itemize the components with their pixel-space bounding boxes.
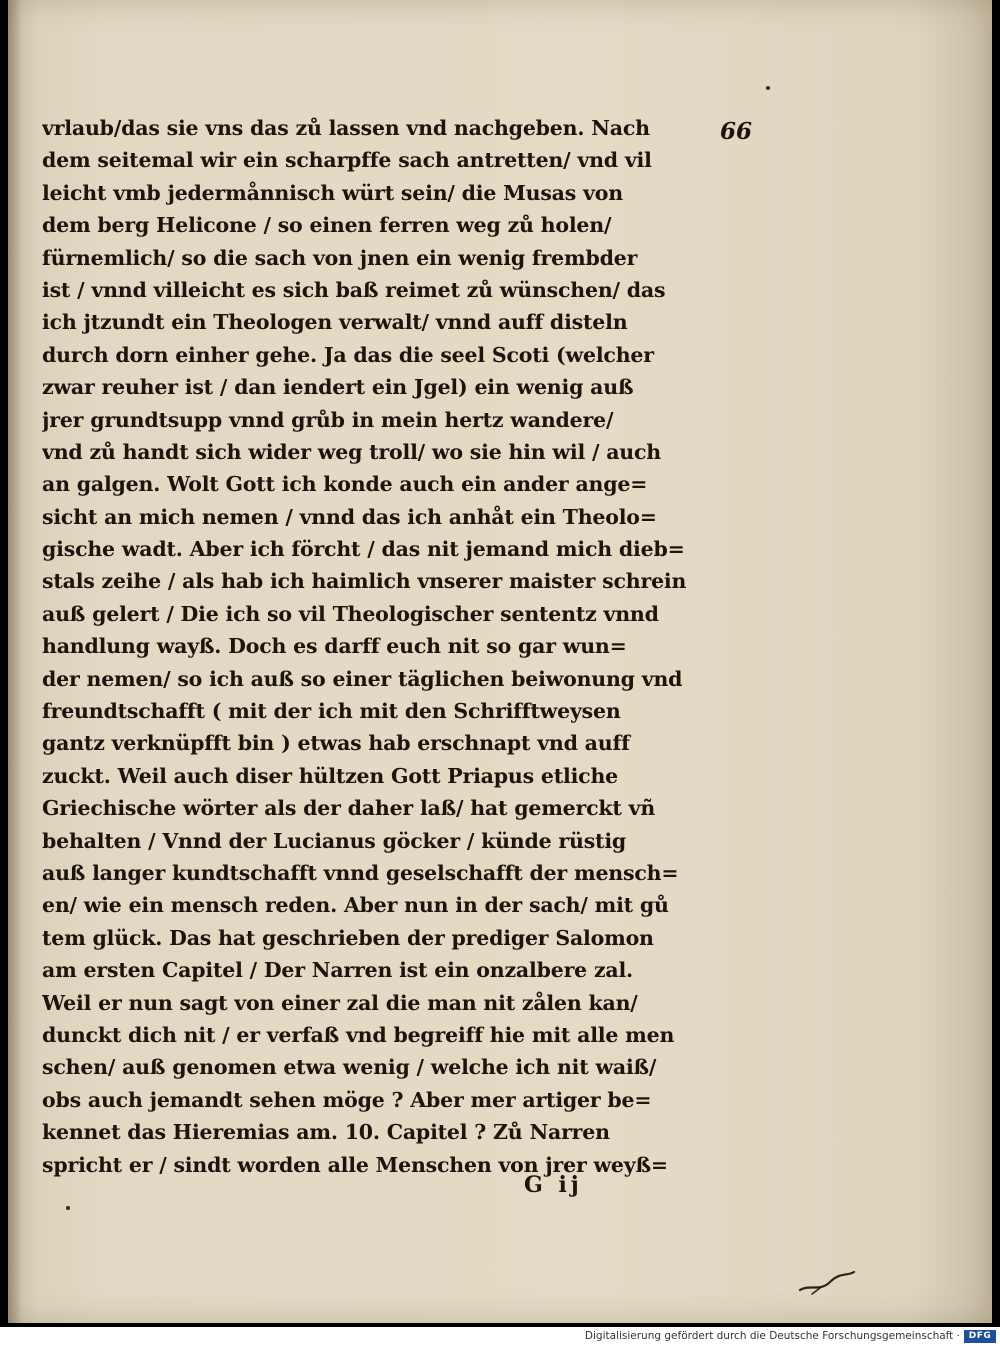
text-line: vrlaub/das sie vns das zů lassen vnd nachgeben. Nach bbox=[42, 116, 650, 140]
text-line: fürnemlich/ so die sach von jnen ein wenig frembder bbox=[42, 245, 638, 270]
ink-stroke-mark bbox=[798, 1268, 858, 1298]
ink-dot bbox=[766, 86, 770, 90]
text-line: tem glück. Das hat geschrieben der prediger Salomon bbox=[42, 925, 654, 950]
text-line: jrer grundtsupp vnnd grůb in mein hertz wandere/ bbox=[42, 407, 614, 432]
text-line: gische wadt. Aber ich förcht / das nit jemand mich dieb= bbox=[42, 537, 685, 562]
text-line: gantz verknüpfft bin ) etwas hab erschnapt vnd auff bbox=[42, 731, 630, 756]
text-line: en/ wie ein mensch reden. Aber nun in der sach/ mit gů bbox=[42, 893, 669, 918]
text-line: leicht vmb jedermånnisch würt sein/ die Musas von bbox=[42, 180, 623, 205]
text-line: an galgen. Wolt Gott ich konde auch ein ander ange= bbox=[42, 472, 648, 497]
text-line: durch dorn einher gehe. Ja das die seel Scoti (welcher bbox=[42, 342, 654, 367]
text-line: ich jtzundt ein Theologen verwalt/ vnnd auff disteln bbox=[42, 310, 628, 335]
text-line: dem seitemal wir ein scharpffe sach antretten/ vnd vil bbox=[42, 148, 652, 173]
credit-bar bbox=[0, 1327, 1000, 1347]
text-line: spricht er / sindt worden alle Menschen von jrer weyß= bbox=[42, 1152, 668, 1177]
text-line: kennet das Hieremias am. 10. Capitel ? Zů Narren bbox=[42, 1120, 610, 1145]
text-line: auß langer kundtschafft vnnd geselschafft der mensch= bbox=[42, 860, 679, 885]
text-line: am ersten Capitel / Der Narren ist ein onzalbere zal. bbox=[42, 958, 633, 983]
credit-separator: · bbox=[956, 1330, 960, 1342]
credit-label: Digitalisierung gefördert durch die Deutsche Forschungsgemeinschaft bbox=[584, 1330, 954, 1342]
text-line: auß gelert / Die ich so vil Theologischer sententz vnnd bbox=[42, 601, 659, 626]
text-line: zuckt. Weil auch diser hültzen Gott Priapus etliche bbox=[42, 763, 619, 788]
text-line: sicht an mich nemen / vnnd das ich anhåt ein Theolo= bbox=[42, 504, 657, 529]
dfg-logo: DFG bbox=[964, 1330, 996, 1343]
text-line: dunckt dich nit / er verfaß vnd begreiff hie mit alle men bbox=[42, 1022, 675, 1047]
text-line: zwar reuher ist / dan iendert ein Jgel) ein wenig auß bbox=[42, 375, 634, 400]
text-line: freundtschafft ( mit der ich mit den Schrifftweysen bbox=[42, 699, 621, 724]
text-line: obs auch jemandt sehen möge ? Aber mer artiger be= bbox=[42, 1087, 652, 1112]
text-line: schen/ auß genomen etwa wenig / welche ich nit waiß/ bbox=[42, 1055, 657, 1080]
text-line: vnd zů handt sich wider weg troll/ wo sie hin wil / auch bbox=[42, 439, 661, 464]
text-line: handlung wayß. Doch es darff euch nit so gar wun= bbox=[42, 634, 627, 659]
text-line: Weil er nun sagt von einer zal die man nit zålen kan/ bbox=[42, 990, 638, 1015]
text-line: Griechische wörter als der daher laß/ hat gemerckt vñ bbox=[42, 796, 656, 821]
book-page bbox=[8, 0, 992, 1323]
folio-number: 66 bbox=[720, 118, 753, 145]
text-line: dem berg Helicone / so einen ferren weg zů holen/ bbox=[42, 213, 612, 238]
credit-text bbox=[585, 1330, 960, 1342]
ink-dot bbox=[66, 1206, 70, 1210]
page-text-block bbox=[42, 112, 697, 1181]
text-line: stals zeihe / als hab ich haimlich vnserer maister schrein bbox=[42, 569, 687, 594]
text-line: der nemen/ so ich auß so einer täglichen beiwonung vnd bbox=[42, 666, 683, 691]
signature-mark: G ij bbox=[524, 1172, 583, 1198]
text-line: behalten / Vnnd der Lucianus göcker / künde rüstig bbox=[42, 828, 627, 853]
text-line: ist / vnnd villeicht es sich baß reimet zů wünschen/ das bbox=[42, 277, 666, 302]
